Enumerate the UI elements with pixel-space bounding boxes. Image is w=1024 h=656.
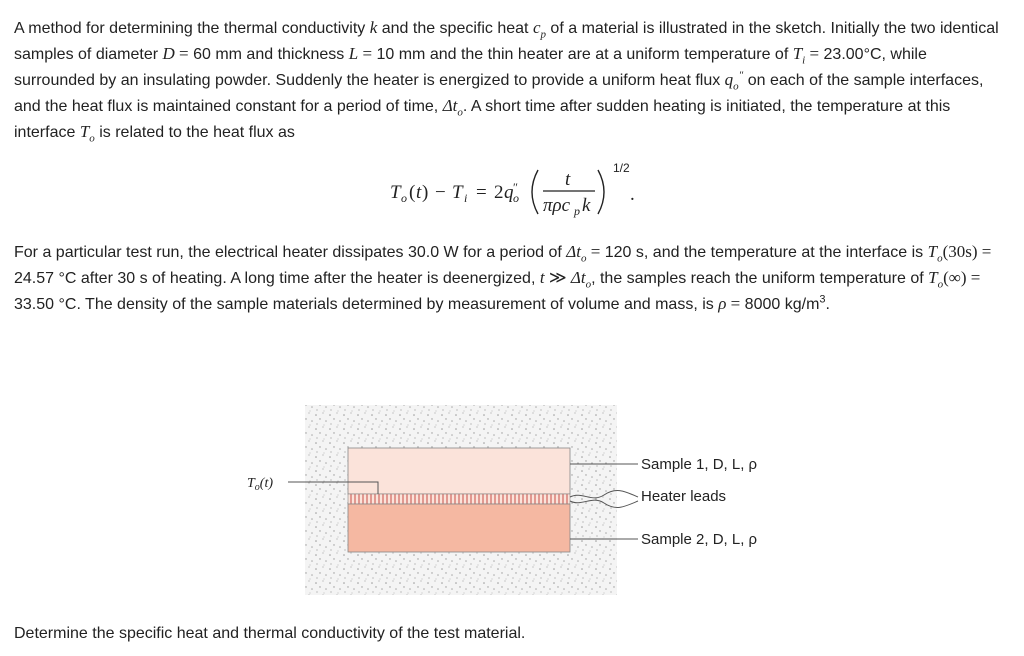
- svg-text:−: −: [435, 182, 446, 203]
- interface-temperature-label: $T_o(t)$: [247, 476, 274, 493]
- apparatus-sketch: [230, 370, 790, 610]
- question-text: Determine the specific heat and thermal conductivity of the test material.: [14, 625, 526, 642]
- svg-text:k: k: [582, 195, 591, 216]
- svg-text:=: =: [476, 182, 487, 203]
- svg-text:): ): [422, 182, 429, 203]
- svg-text:q: q: [504, 182, 514, 203]
- sample-2-label: Sample 2, D, L, ρ: [641, 531, 758, 548]
- svg-text:t: t: [565, 169, 571, 190]
- problem-paragraph-1: A method for determining the thermal conductivity k and the specific heat $c_p$ of a material is illustrated in the sketch. Initially the two identical samples of diameter D = 60 mm and thickness L = 10 mm and the thin heater are at a uniform temperature of $T_i = 23.00^\circ C$, while surrounded by an insulating powder. Suddenly the heater is energized to provide a uniform heat flux $q_o''$ on each of the sample interfaces, and the heat flux is maintained constant for a period of time, $\Delta t_o$. A short time after sudden heating is initiated, the temperature at this interface $T_o$ is related to the heat flux as: [14, 18, 999, 145]
- svg-text:2: 2: [494, 182, 504, 203]
- sample-2: [348, 504, 570, 552]
- thin-heater: [348, 494, 570, 504]
- svg-text:1/2: 1/2: [613, 161, 630, 175]
- sample-1-label: Sample 1, D, L, ρ: [641, 456, 758, 473]
- problem-paragraph-2: For a particular test run, the electrical heater dissipates 30.0 W for a period of $\Delta t_o = 120$ s, and the temperature at the interface is $T_o(30s) = 24.57$ °C after 30 s of heating. A long time after the heater is deenergized, t ≫ $\Delta t_o$, the samples reach the uniform temperature of $T_o(\infty) = 33.50$ °C. The density of the sample materials determined by measurement of volume and mass, is ρ = 8000 $kg/m^3$.: [14, 242, 992, 313]
- svg-text:T: T: [452, 182, 463, 203]
- heat-flux-equation: [380, 158, 660, 228]
- svg-text:πρc: πρc: [543, 195, 571, 216]
- heater-leads-label: Heater leads: [641, 488, 727, 505]
- svg-text:.: .: [630, 184, 635, 205]
- svg-text:o: o: [401, 191, 407, 205]
- svg-text:i: i: [464, 191, 468, 205]
- svg-text:t: t: [416, 182, 422, 203]
- svg-text:″: ″: [513, 180, 518, 194]
- sample-1: [348, 448, 570, 494]
- svg-text:(: (: [409, 182, 416, 203]
- svg-text:o: o: [513, 191, 519, 205]
- svg-text:p: p: [574, 204, 580, 218]
- svg-text:T: T: [390, 182, 401, 203]
